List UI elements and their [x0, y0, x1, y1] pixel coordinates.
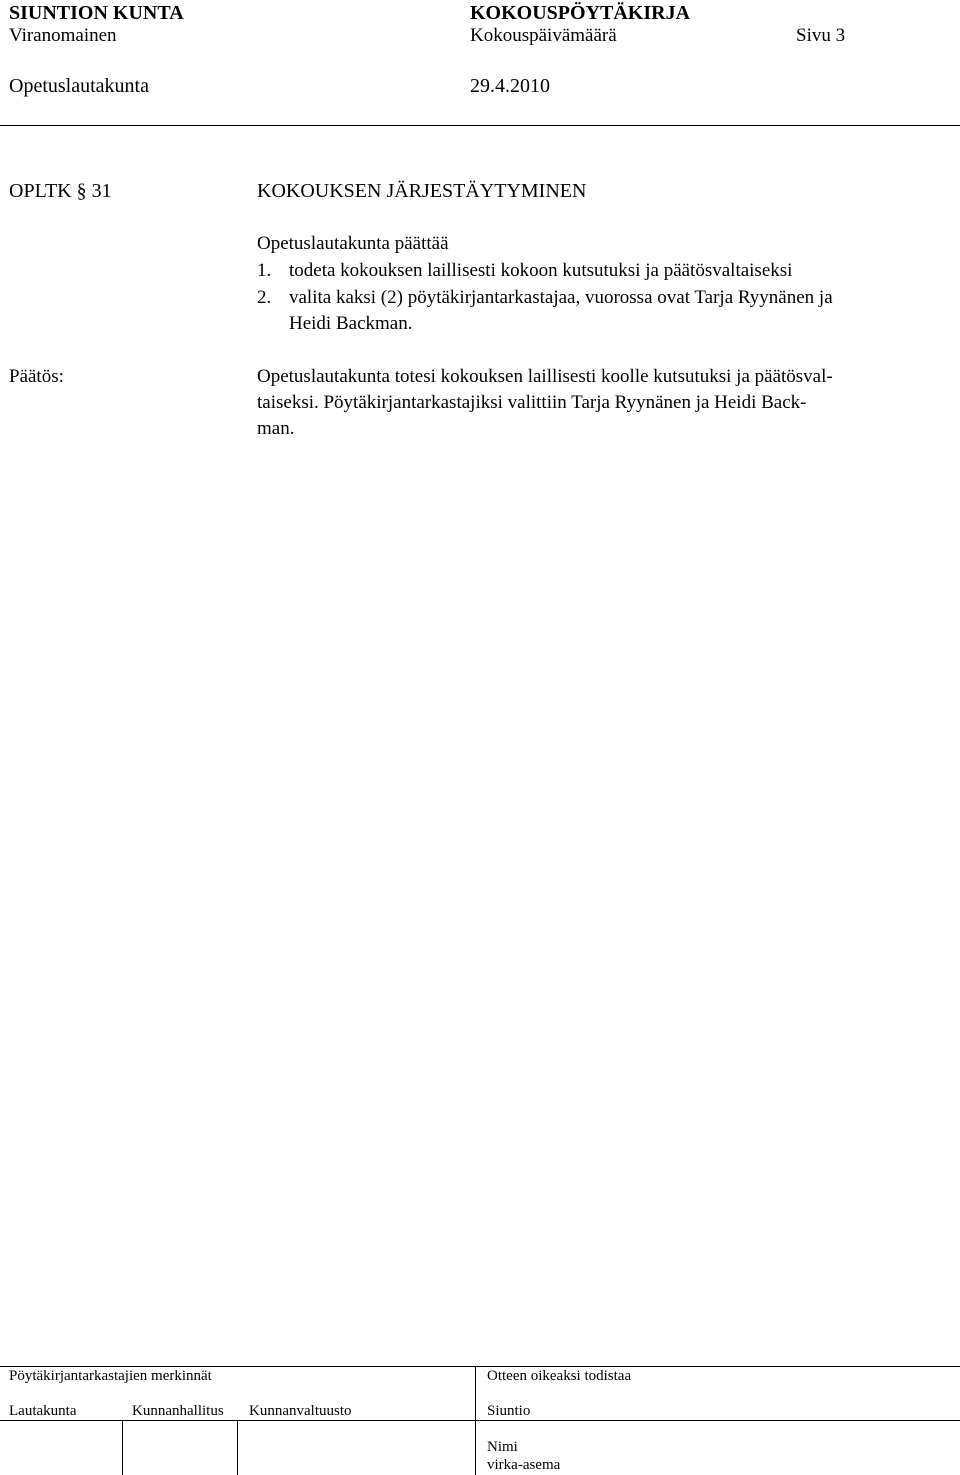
- authority-value: Opetuslautakunta: [9, 75, 149, 97]
- decision-label: Päätös:: [9, 366, 64, 387]
- header-divider: [0, 125, 960, 126]
- authority-label: Viranomainen: [9, 25, 117, 46]
- kunnanhallitus-label: Kunnanhallitus: [132, 1403, 224, 1419]
- reviewers-label: Pöytäkirjantarkastajien merkinnät: [9, 1368, 212, 1384]
- certified-copy-label: Otteen oikeaksi todistaa: [487, 1368, 632, 1384]
- section-title: KOKOUKSEN JÄRJESTÄYTYMINEN: [257, 180, 587, 202]
- section-code: OPLTK § 31: [9, 180, 112, 202]
- proposal-item-2-text-cont: Heidi Backman.: [289, 313, 413, 334]
- footer-cell-divider-1: [122, 1420, 123, 1475]
- proposal-intro: Opetuslautakunta päättää: [257, 233, 449, 254]
- organization-name: SIUNTION KUNTA: [9, 2, 184, 24]
- footer-row-rule: [0, 1420, 960, 1421]
- document-type: KOKOUSPÖYTÄKIRJA: [470, 2, 691, 24]
- meeting-date-label: Kokouspäivämäärä: [470, 25, 617, 46]
- footer-top-rule: [0, 1366, 960, 1367]
- lautakunta-label: Lautakunta: [9, 1403, 77, 1419]
- decision-text-line-2: taiseksi. Pöytäkirjantarkastajiksi valittiin Tarja Ryynänen ja Heidi Back-: [257, 392, 807, 413]
- position-label: virka-asema: [487, 1457, 561, 1473]
- proposal-item-2-number: 2.: [257, 287, 272, 308]
- kunnanvaltuusto-label: Kunnanvaltuusto: [249, 1403, 352, 1419]
- meeting-date-value: 29.4.2010: [470, 75, 550, 97]
- footer-cell-divider-2: [237, 1420, 238, 1475]
- name-label: Nimi: [487, 1439, 518, 1455]
- place-label: Siuntio: [487, 1403, 531, 1419]
- decision-text-line-3: man.: [257, 418, 295, 439]
- proposal-item-1-text: todeta kokouksen laillisesti kokoon kutsutuksi ja päätösvaltaiseksi: [289, 260, 793, 281]
- decision-text-line-1: Opetuslautakunta totesi kokouksen laillisesti koolle kutsutuksi ja päätösval-: [257, 366, 833, 387]
- proposal-item-2-text: valita kaksi (2) pöytäkirjantarkastajaa, vuorossa ovat Tarja Ryynänen ja: [289, 287, 833, 308]
- proposal-item-1-number: 1.: [257, 260, 272, 281]
- page-number: Sivu 3: [796, 25, 846, 46]
